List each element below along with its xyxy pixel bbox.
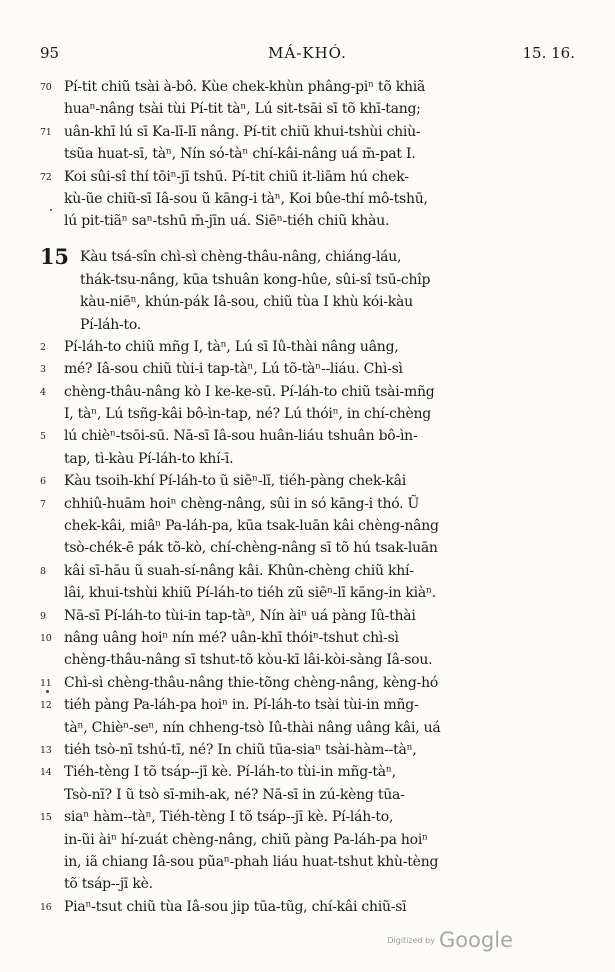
text-body [40, 76, 580, 918]
line-text: kù-ũe chiũ-sī Iâ-sou ũ kāng-i tàⁿ, Koi bûe-thí mô-tshū, [64, 190, 428, 207]
line-text: tàⁿ, Chièⁿ-seⁿ, nín chheng-tsò Iû-thài nâng uâng kâi, uá [64, 719, 441, 736]
digitization-watermark [387, 928, 513, 952]
line-text: I, tàⁿ, Lú tsñg-kâi bô-ìn-tap, né? Lú thóiⁿ, in chí-chèng [64, 406, 431, 423]
text-line [40, 314, 580, 336]
line-text: Tsò-nī? I ũ tsò sī-mih-ak, né? Nā-sī in zú-kèng tūa- [64, 786, 405, 803]
text-line [40, 358, 580, 380]
line-text: chèng-thâu-nâng sī tshut-tõ kòu-kī lâi-kòi-sàng Iâ-sou. [64, 652, 433, 669]
running-title: MÁ-KHÓ. [268, 44, 347, 62]
text-line [40, 694, 580, 716]
text-line [40, 143, 580, 165]
line-text: Kàu tsá-sîn chì-sì chèng-thâu-nâng, chiáng-láu, [80, 248, 402, 265]
text-line [40, 739, 580, 761]
text-line [40, 582, 580, 604]
verse-number: 6 [40, 476, 46, 488]
verse-number: 14 [40, 767, 52, 779]
text-line [40, 188, 580, 210]
verse-number: 10 [40, 632, 52, 644]
text-line [40, 761, 580, 783]
line-text: tiéh tsò-nī tshú-tī, né? In chiũ tūa-siaⁿ tsài-hàm--tàⁿ, [64, 741, 417, 758]
text-line [40, 829, 580, 851]
line-text: lú pit-tiãⁿ saⁿ-tshū m̄-jīn uá. Siēⁿ-tiéh chiũ khàu. [64, 213, 390, 230]
verse-number: 72 [40, 171, 52, 183]
text-line [40, 851, 580, 873]
verse-number: 3 [40, 364, 46, 376]
verse-number: 12 [40, 700, 52, 712]
text-line [40, 896, 580, 918]
text-line [40, 336, 580, 358]
line-text: Pí-tit chiũ tsài à-bô. Kùe chek-khùn phâng-piⁿ tõ khiã [64, 79, 426, 95]
line-text: lâi, khui-tshùi khiũ Pí-láh-to tiéh zũ siēⁿ-lī kāng-in kiàⁿ. [64, 585, 436, 602]
verse-number: 5 [40, 431, 46, 443]
google-logo: Google [438, 928, 513, 952]
text-line [40, 425, 580, 447]
line-text: Pí-láh-to chiũ mñg I, tàⁿ, Lú sī Iû-thài nâng uâng, [64, 338, 399, 355]
running-header [40, 44, 575, 66]
text-line [40, 515, 580, 537]
line-text: Nā-sī Pí-láh-to tùi-in tap-tàⁿ, Nín àiⁿ uá pàng Iû-thài [64, 607, 416, 624]
text-line [40, 493, 580, 515]
line-text: lú chièⁿ-tsōi-sū. Nā-sī Iâ-sou huân-liáu tshuân bô-ìn- [64, 428, 418, 445]
verse-number: 8 [40, 565, 46, 577]
text-line [40, 806, 580, 828]
chapter-14-ending [40, 76, 580, 233]
line-text: tap, tì-kàu Pí-láh-to khí-ī. [64, 450, 234, 467]
verse-number: 15 [40, 812, 52, 824]
text-line [40, 627, 580, 649]
chapter-number: 15 [40, 244, 69, 269]
line-text: tiéh pàng Pa-láh-pa hoiⁿ in. Pí-láh-to tsài tùi-in mñg- [64, 697, 419, 714]
text-line [40, 448, 580, 470]
chapter-15-section [40, 245, 580, 918]
text-line [40, 166, 580, 188]
verse-number: 9 [40, 610, 46, 622]
line-text: chek-kâi, miâⁿ Pa-láh-pa, kūa tsak-luān kâi chèng-nâng [64, 518, 439, 535]
line-text: chèng-thâu-nâng kò I ke-ke-sū. Pí-láh-to chiũ tsài-mñg [64, 383, 435, 400]
verse-number: 71 [40, 126, 52, 138]
line-text: Koi sûi-sî thí tōiⁿ-jī tshū. Pí-tit chiũ it-liām hú chek- [64, 168, 409, 185]
text-line [40, 717, 580, 739]
line-text: kàu-niēⁿ, khún-pák Iâ-sou, chiũ tùa I khù kói-kàu [80, 294, 413, 311]
verse-number: 70 [40, 82, 52, 93]
line-text: nâng uâng hoiⁿ nín mé? uân-khī thóiⁿ-tshut chì-sì [64, 629, 399, 646]
digitized-by-label: Digitized by [387, 936, 435, 945]
text-line [40, 98, 580, 120]
line-text: Chì-sì chèng-thâu-nâng thie-tõng chèng-nâng, kèng-hó [64, 674, 439, 691]
text-line [40, 672, 580, 694]
text-line [40, 470, 580, 492]
verse-number: 11 [40, 677, 52, 689]
text-line [40, 537, 580, 559]
verse-number: 13 [40, 744, 52, 756]
line-text: tsũa huat-sī, tàⁿ, Nín só-tàⁿ chí-kâi-nâng uá m̄-pat I. [64, 146, 416, 163]
line-text: Piaⁿ-tsut chiũ tùa Iâ-sou jip tūa-tũg, chí-kâi chiũ-sī [64, 898, 407, 915]
text-line [40, 649, 580, 671]
text-line [40, 121, 580, 143]
text-line [40, 76, 580, 98]
text-line [40, 403, 580, 425]
text-line [40, 269, 580, 291]
text-line [40, 605, 580, 627]
line-text: in, iã chiang Iâ-sou pũaⁿ-phah liáu huat-tshut khù-tèng [64, 853, 439, 870]
line-text: Tiéh-tèng I tõ tsáp--jī kè. Pí-láh-to tùi-in mñg-tàⁿ, [64, 764, 396, 781]
line-text: tsò-chék-ē pák tõ-kò, chí-chèng-nâng sī tõ hú tsak-luān [64, 540, 438, 557]
line-text: uân-khī lú sī Ka-lī-lī nâng. Pí-tit chiũ khui-tshùi chiù- [64, 123, 421, 140]
text-line [40, 210, 580, 232]
line-text: Pí-láh-to. [80, 316, 141, 333]
line-text: siaⁿ hàm--tàⁿ, Tiéh-tèng I tõ tsáp--jī kè. Pí-láh-to, [64, 809, 394, 826]
line-text: in-ũi àiⁿ hí-zuát chèng-nâng, chiũ pàng Pa-láh-pa hoiⁿ [64, 831, 428, 848]
text-line [40, 873, 580, 895]
line-text: huaⁿ-nâng tsài tùi Pí-tit tàⁿ, Lú sit-tsāi sī tõ khī-tang; [64, 101, 421, 118]
text-line [40, 381, 580, 403]
line-text: tõ tsáp--jī kè. [64, 876, 153, 893]
ink-speck [46, 690, 49, 693]
text-line [40, 560, 580, 582]
verse-number: 7 [40, 498, 46, 510]
chapter-verse-ref: 15. 16. [522, 44, 575, 62]
verse-number: 4 [40, 386, 46, 398]
text-line [40, 245, 580, 269]
verse-number: 2 [40, 341, 46, 353]
ink-speck [50, 209, 52, 211]
line-text: kâi sī-hāu ũ suah-sí-nâng kâi. Khûn-chèng chiũ khí- [64, 562, 414, 579]
text-line [40, 784, 580, 806]
line-text: thák-tsu-nâng, kūa tshuân kong-hûe, sûi-sî tsū-chîp [80, 271, 431, 288]
line-text: mé? Iâ-sou chiũ tùi-i tap-tàⁿ, Lú tõ-tàⁿ--liáu. Chì-sì [64, 361, 403, 378]
line-text: Kàu tsoih-khí Pí-láh-to ũ siēⁿ-lī, tiéh-pàng chek-kâi [64, 473, 406, 490]
verse-number: 16 [40, 901, 52, 913]
line-text: chhiû-huām hoiⁿ chèng-nâng, sûi in só kāng-i thó. Ũ [64, 495, 420, 512]
page-number: 95 [40, 44, 60, 62]
text-line [40, 291, 580, 313]
